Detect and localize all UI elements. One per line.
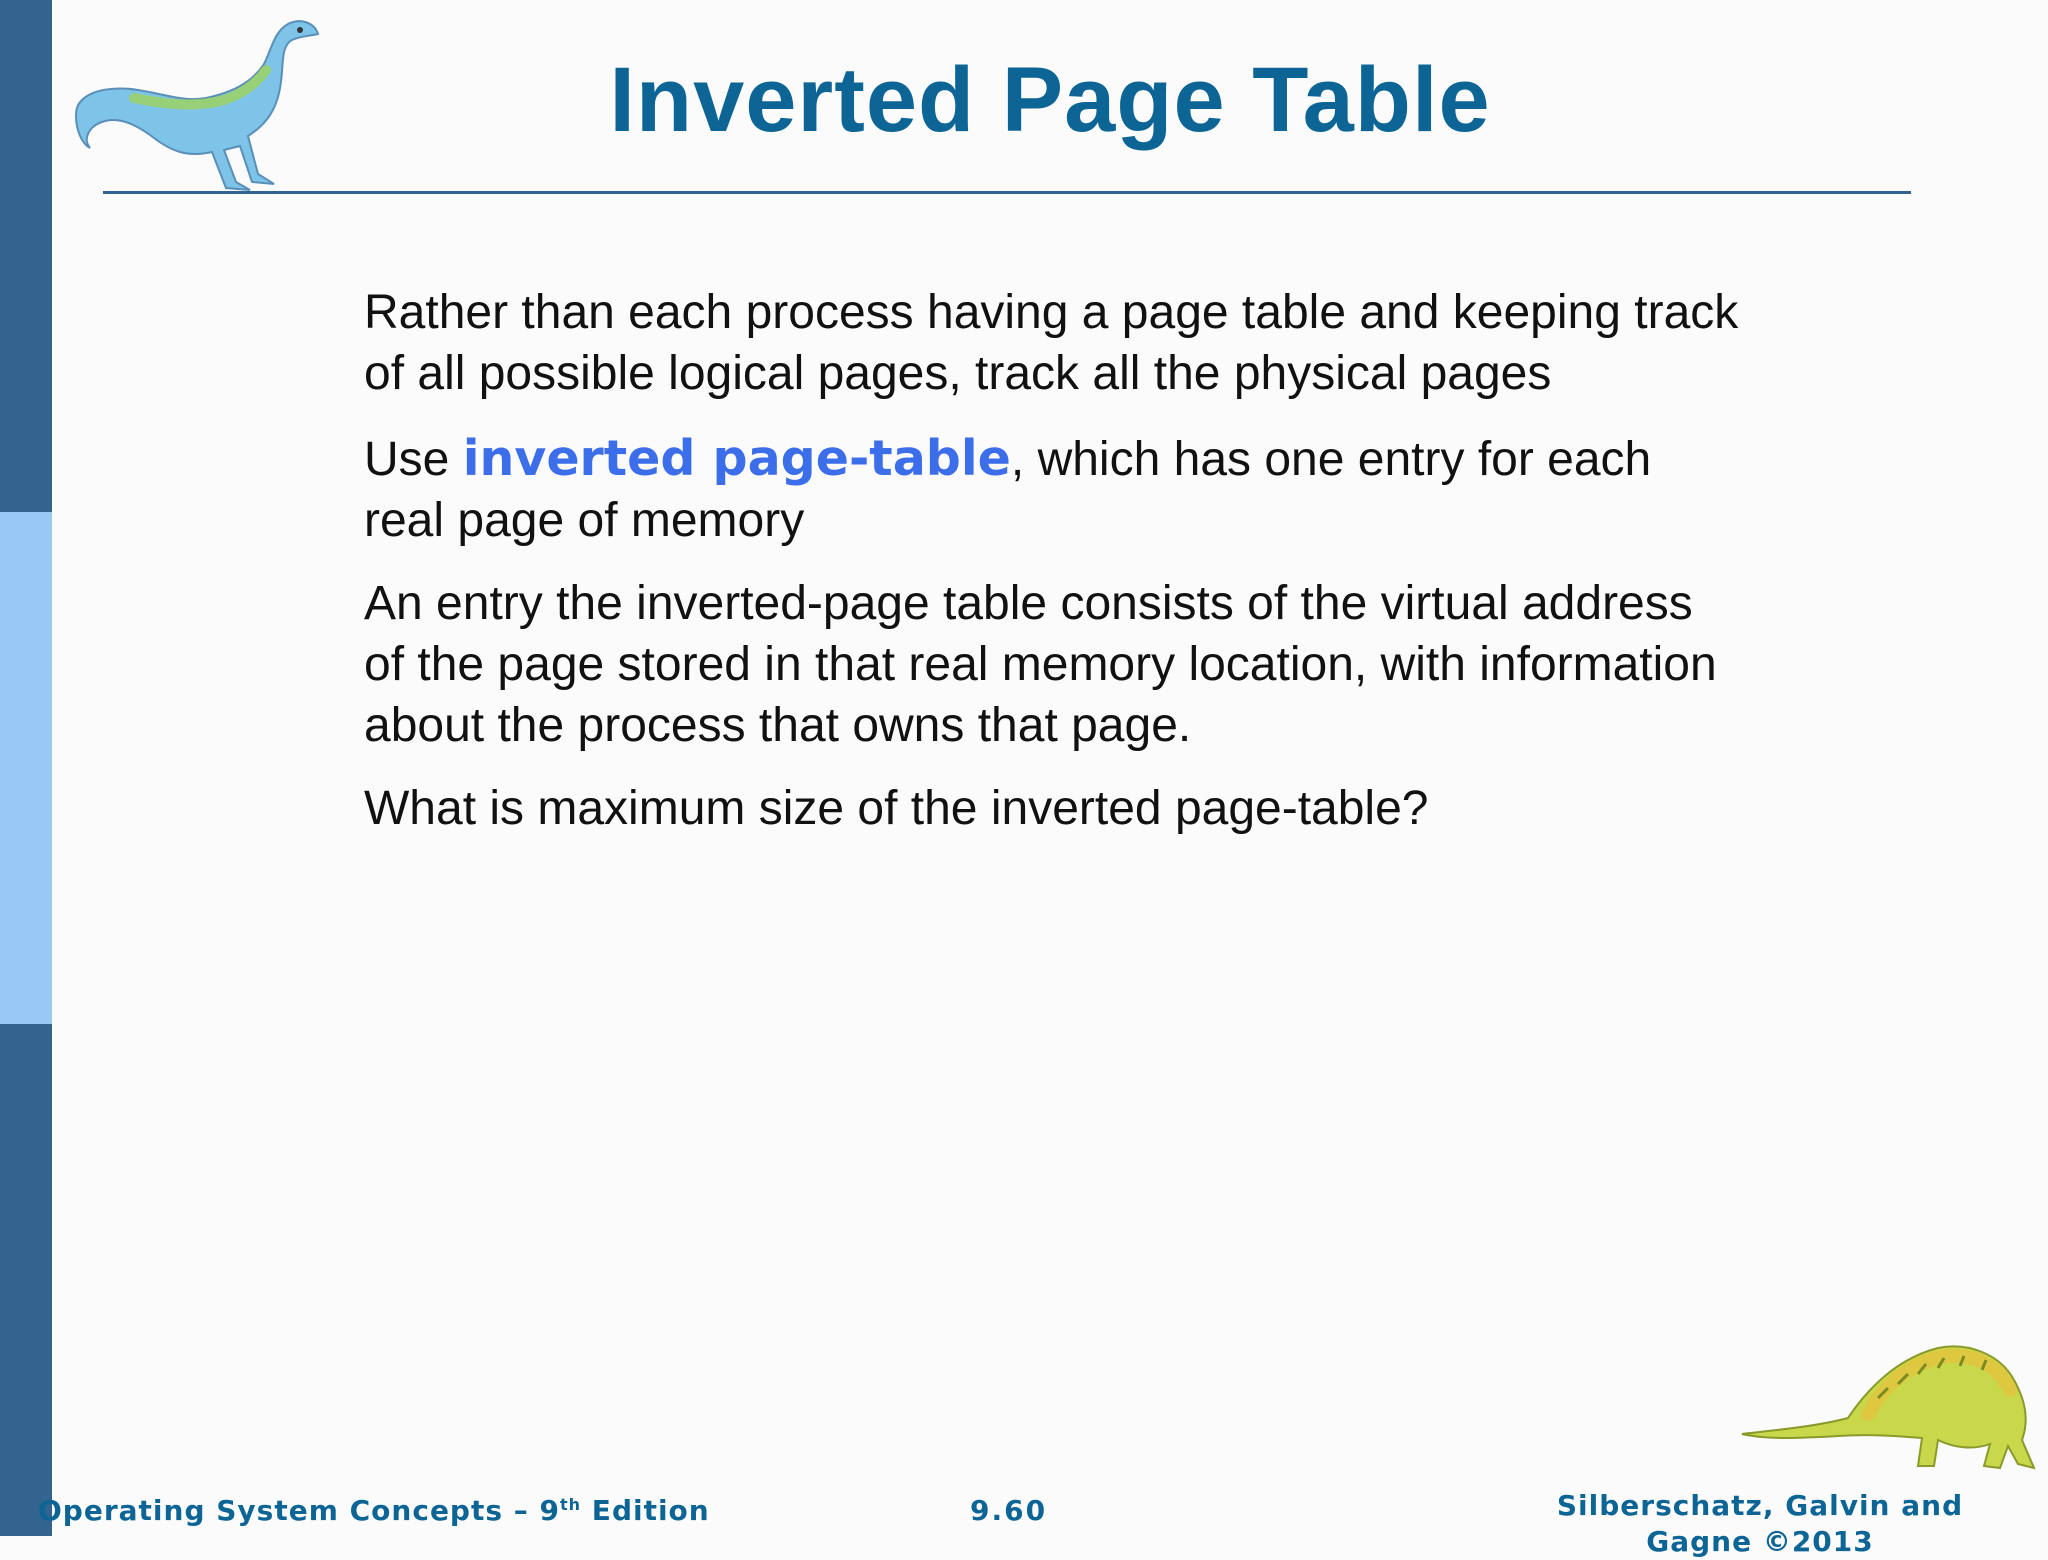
title-divider — [103, 191, 1911, 194]
sidebar-accent — [0, 512, 52, 1024]
slide-body — [364, 282, 1744, 861]
bullet-paragraph — [364, 428, 1744, 551]
footer-book-title — [38, 1494, 710, 1527]
dinosaur-icon — [1738, 1318, 2038, 1478]
footer-superscript: th — [560, 1495, 582, 1514]
paragraph-text: , which has one entry for each real page of memory — [364, 433, 1652, 547]
page-number: 9.60 — [970, 1494, 1048, 1527]
footer-authors: Silberschatz, Galvin and Gagne ©2013 — [1556, 1489, 1964, 1558]
bullet-paragraph: What is maximum size of the inverted page-table? — [364, 782, 1429, 835]
page-title: Inverted Page Table — [609, 49, 1491, 151]
highlighted-term: inverted page-table — [462, 430, 1011, 487]
footer-book-title-suffix: Edition — [581, 1494, 710, 1527]
paragraph-text: Use — [364, 433, 463, 486]
bullet-paragraph: Rather than each process having a page table and keeping track of all possible logical pages, track all the physical pages — [364, 286, 1739, 400]
bullet-paragraph: An entry the inverted-page table consists of the virtual address of the page stored in that real memory location, with information about the process that owns that page. — [364, 577, 1717, 752]
footer-book-title-text: Operating System Concepts – 9 — [38, 1494, 561, 1527]
